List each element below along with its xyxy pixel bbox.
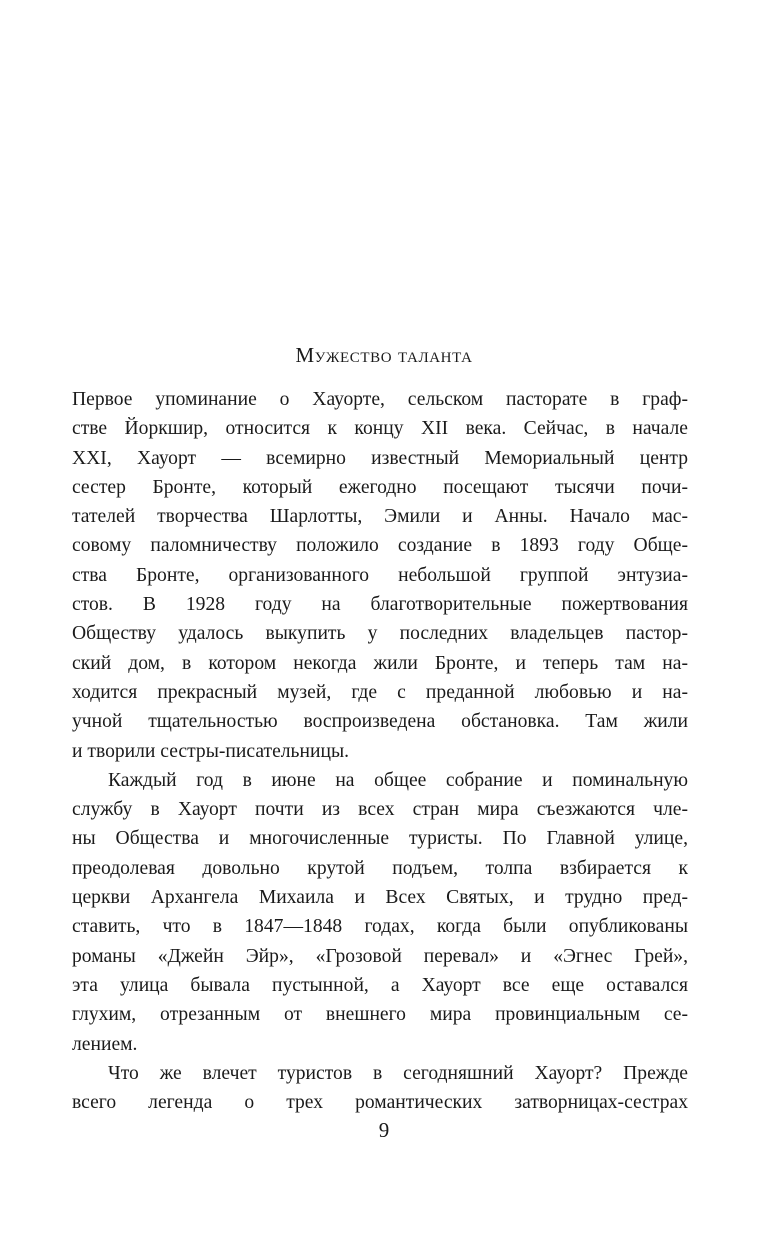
text-line: тателей творчества Шарлотты, Эмили и Анны. Начало мас- <box>72 506 688 528</box>
text-line: учной тщательностью воспроизведена обстановка. Там жили <box>72 711 688 733</box>
text-line: ства Бронте, организованного небольшой группой энтузиа- <box>72 564 688 586</box>
text-line: эта улица бывала пустынной, а Хауорт все еще оставался <box>72 974 688 996</box>
text-line: сестер Бронте, который ежегодно посещают тысячи почи- <box>72 476 688 498</box>
text-line: ходится прекрасный музей, где с преданной любовью и на- <box>72 681 688 703</box>
text-line: и творили сестры-писательницы. <box>72 740 350 762</box>
text-line: Что же влечет туристов в сегодняшний Хауорт? Прежде <box>108 1062 688 1084</box>
page-number: 9 <box>378 1118 390 1142</box>
text-line: романы «Джейн Эйр», «Грозовой перевал» и «Эгнес Грей», <box>72 945 688 967</box>
text-line: ский дом, в котором некогда жили Бронте, и теперь там на- <box>72 652 688 674</box>
text-line: службу в Хауорт почти из всех стран мира съезжаются чле- <box>72 799 688 821</box>
body-text <box>72 385 688 1117</box>
paragraph-3 <box>72 1059 688 1118</box>
text-line: совому паломничеству положило создание в 1893 году Обще- <box>72 535 688 557</box>
paragraph-1 <box>72 385 688 766</box>
paragraph-2 <box>72 766 688 1059</box>
text-line: всего легенда о трех романтических затворницах-сестрах <box>72 1092 688 1114</box>
text-line: стов. В 1928 году на благотворительные пожертвования <box>72 594 688 616</box>
text-line: Обществу удалось выкупить у последних владельцев пастор- <box>72 623 688 645</box>
text-line: церкви Архангела Михаила и Всех Святых, и трудно пред- <box>72 887 688 909</box>
text-line: глухим, отрезанным от внешнего мира провинциальным се- <box>72 1004 688 1026</box>
text-line: ставить, что в 1847—1848 годах, когда были опубликованы <box>72 916 688 938</box>
text-line: XXI, Хауорт — всемирно известный Мемориальный центр <box>72 447 688 469</box>
text-line: преодолевая довольно крутой подъем, толпа взбирается к <box>72 857 688 879</box>
text-line: Первое упоминание о Хауорте, сельском пасторате в граф- <box>72 389 688 410</box>
chapter-title: Мужество таланта <box>295 343 473 367</box>
text-line: стве Йоркшир, относится к концу XII века. Сейчас, в начале <box>72 418 688 440</box>
text-line: лением. <box>72 1033 138 1055</box>
text-line: ны Общества и многочисленные туристы. По Главной улице, <box>72 828 688 850</box>
text-line: Каждый год в июне на общее собрание и поминальную <box>108 769 688 791</box>
